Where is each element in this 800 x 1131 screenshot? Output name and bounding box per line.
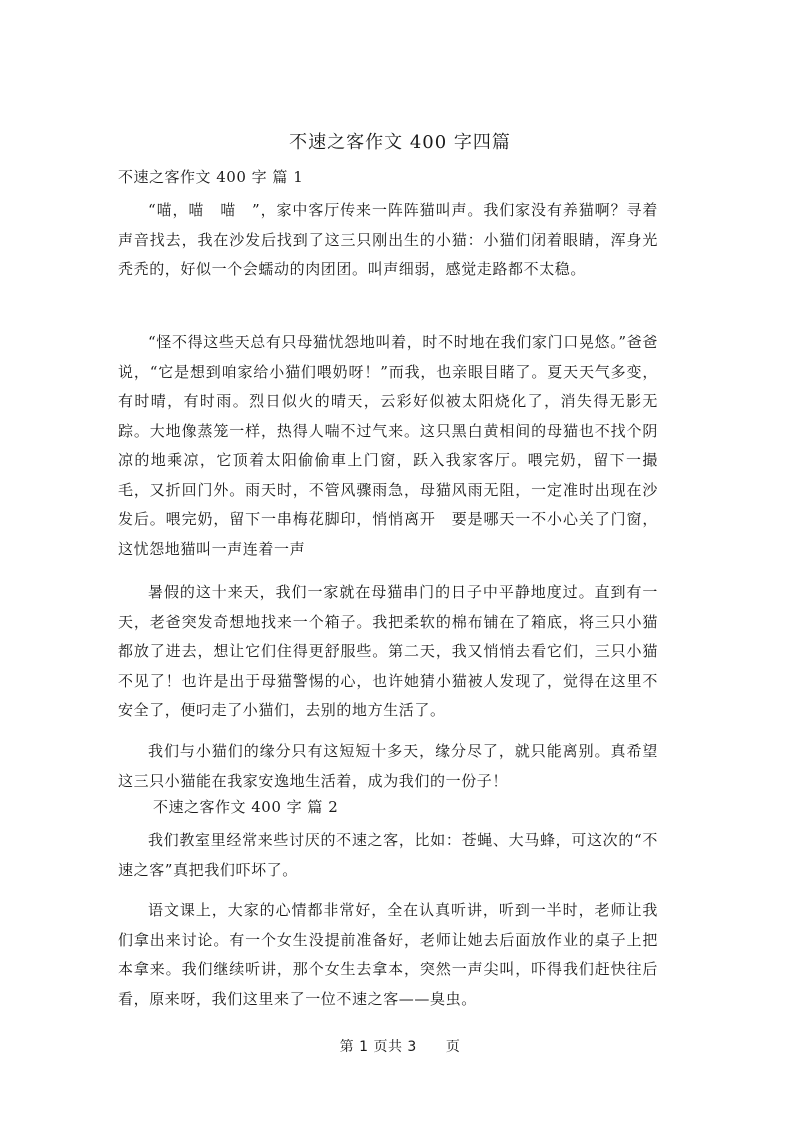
paragraph: 语文课上，大家的心情都非常好，全在认真听讲，听到一半时，老师让我们拿出来讨论。有一个女生没提前准备好，老师让她去后面放作业的桌子上把本拿来。我们继续听讲，那个女生去拿本，突然一声尖叫，吓得我们赶快往后看，原来呀，我们这里来了一位不速之客——臭虫。 xyxy=(118,901,658,1008)
section-heading-2: 不速之客作文 400 字 篇 2 xyxy=(153,798,339,816)
document-title: 不速之客作文 400 字四篇 xyxy=(289,132,511,153)
page-footer: 第 1 页共 3 页 xyxy=(339,1039,461,1055)
paragraph: “怪不得这些天总有只母猫忧怨地叫着，时不时地在我们家门口晃悠。”爸爸说，“它是想到咱家给小猫们喂奶呀！”而我，也亲眼目睹了。夏天天气多变，有时晴，有时雨。烈日似火的晴天，云彩好似被太阳烧化了，消失得无影无踪。大地像蒸笼一样，热得人喘不过气来。这只黑白黄相间的母猫也不找个阴凉的地乘凉，它顶着太阳偷偷車上门窗，跃入我家客厅。喂完奶，留下一撮毛，又折回门外。雨天时，不管风骤雨急，母猫风雨无阻，一定准时出现在沙发后。喂完奶，留下一串梅花脚印，悄悄离开 要是哪天一不小心关了门窗，这忧怨地猫叫一声连着一声 xyxy=(118,333,658,558)
paragraph: “喵，喵 喵 ”，家中客厅传来一阵阵猫叫声。我们家没有养猫啊？寻着声音找去，我在沙发后找到了这三只刚出生的小猫：小猫们闭着眼睛，浑身光秃秃的，好似一个会蠕动的肉团团。叫声细弱，感觉走路都不太稳。 xyxy=(118,201,658,278)
paragraph: 暑假的这十来天，我们一家就在母猫串门的日子中平静地度过。直到有一天，老爸突发奇想地找来一个箱子。我把柔软的棉布铺在了箱底，将三只小猫都放了进去，想让它们住得更舒服些。第二天，我又悄悄去看它们，三只小猫不见了！也许是出于母猫警惕的心，也许她猜小猫被人发现了，觉得在这里不安全了，便叼走了小猫们，去别的地方生活了。 xyxy=(118,583,658,719)
paragraph: 我们教室里经常来些讨厌的不速之客，比如：苍蝇、大马蜂，可这次的“不速之客”真把我们吓坏了。 xyxy=(118,831,658,879)
paragraph: 我们与小猫们的缘分只有这短短十多天，缘分尽了，就只能离别。真希望这三只小猫能在我家安逸地生活着，成为我们的一份子！ xyxy=(118,742,658,790)
section-heading-1: 不速之客作文 400 字 篇 1 xyxy=(118,168,304,186)
